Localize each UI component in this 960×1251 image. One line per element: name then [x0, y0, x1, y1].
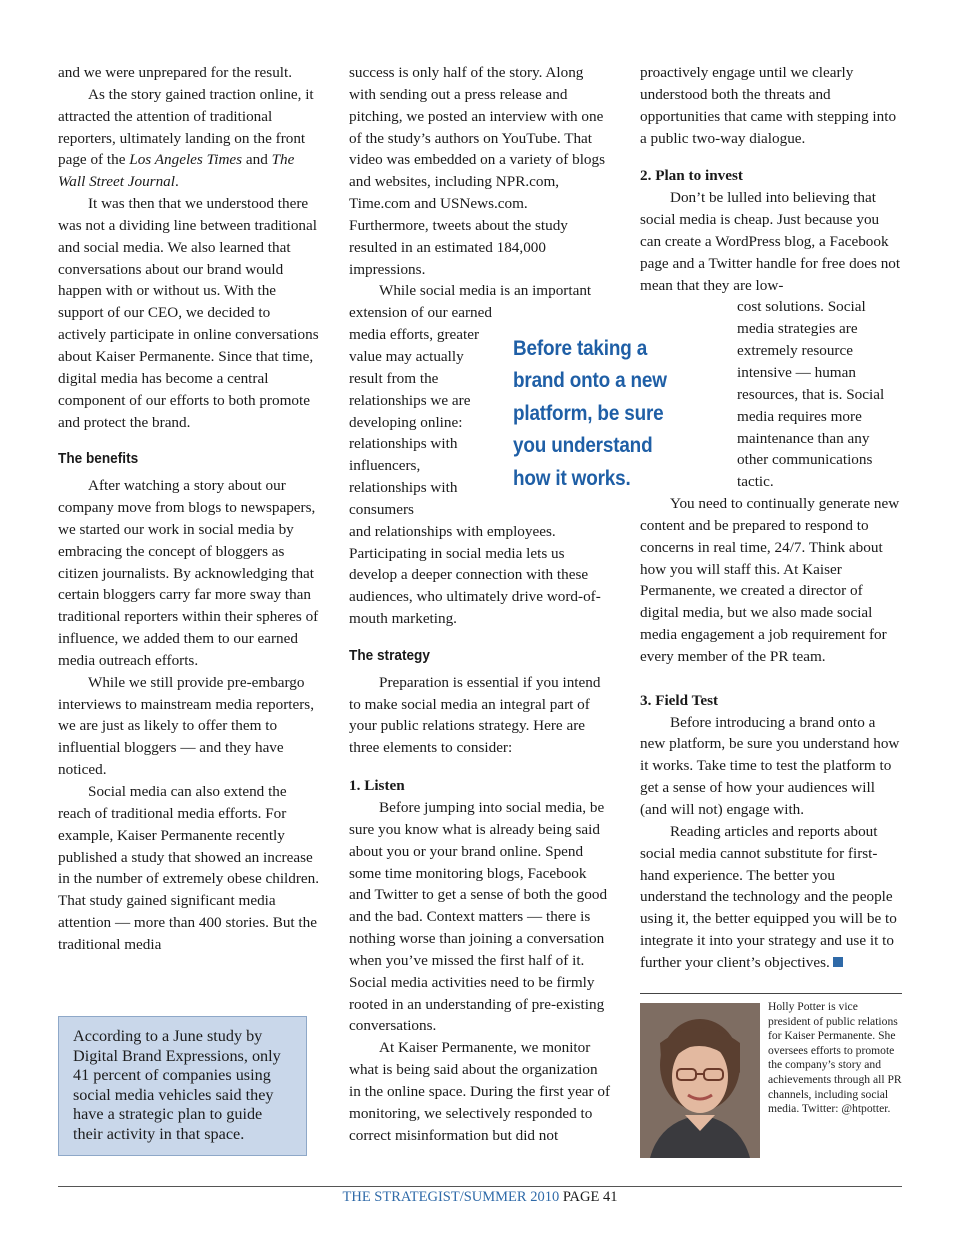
- subheading-field-test: 3. Field Test: [640, 691, 719, 709]
- paragraph-text: Reading articles and reports about social media cannot substitute for first-hand experience. The better you understand the technology and the people using it, the better equipped you will be to integrate it into your strategy and use it to further your client’s objectives.: [640, 822, 897, 971]
- paragraph: [58, 84, 320, 193]
- paragraph: Social media can also extend the reach of traditional media efforts. For example, Kaiser Permanente recently published a study that showed an increase in the number of extremely obese children. That study gained significant media attention — more than 400 stories. But the traditional media: [58, 783, 320, 953]
- paragraph-wrapped: extension of our earned media efforts, greater value may actually result from the relationships we are developing online: relationships with influencers, relationships with consumers: [349, 304, 492, 518]
- footer-divider: [58, 1186, 902, 1187]
- author-portrait-image: [640, 1003, 760, 1158]
- article-column-3: [640, 62, 902, 974]
- author-photo: [640, 1003, 760, 1158]
- paragraph: While we still provide pre-embargo interviews to mainstream media reporters, we are just as likely to offer them to influential bloggers — and they have noticed.: [58, 673, 314, 779]
- paragraph: You need to continually generate new content and be prepared to respond to concerns in real time, 24/7. Think about how you will staff this. At Kaiser Permanente, we created a director of digital media, but we also made social media engagement a job requirement for every member of the PR team.: [640, 495, 900, 665]
- paragraph: Before jumping into social media, be sure you know what is already being said about you or your brand online. Spend some time monitoring blogs, Facebook and Twitter to get a sense of both the good and the bad. Context matters — there is nothing worse than joining a conversation when you’ve missed the first half of it. Social media activities need to be firmly rooted in an understanding of pre-existing conversations.: [349, 799, 608, 1035]
- article-column-1: [58, 62, 320, 956]
- subheading-plan-to-invest: 2. Plan to invest: [640, 167, 743, 185]
- bio-divider: [640, 993, 902, 994]
- paragraph: Preparation is essential if you intend to make social media an integral part of your public relations strategy. Here are three elements to consider:: [349, 673, 601, 757]
- subheading-listen: 1. Listen: [349, 777, 405, 795]
- pull-quote-text: Before taking a brand onto a new platform, be sure you understand how it works.: [513, 336, 667, 490]
- paragraph-wrapped: cost solutions. Social media strategies are extremely resource intensive — human resources, that is. Social media requires more maintenance than any other communications tactic.: [737, 298, 885, 491]
- magazine-issue: THE STRATEGIST/SUMMER 2010: [342, 1189, 560, 1205]
- paragraph-text: and: [242, 151, 272, 169]
- paragraph: and relationships with employees. Participating in social media lets us develop a deeper connection with these audiences, who ultimately drive word-of-mouth marketing.: [349, 522, 601, 628]
- section-heading-strategy: The strategy: [349, 647, 430, 664]
- publication-name: Los Angeles Times: [129, 151, 243, 169]
- paragraph: success is only half of the story. Along with sending out a press release and pitching, we posted an interview with one of the study’s authors on YouTube. That video was embedded on a variety of blogs and websites, including NPR.com, Time.com and USNews.com. Furthermore, tweets about the study resulted in an estimated 184,000 impressions.: [349, 64, 606, 278]
- publication-name: The Wall Street Journal: [58, 151, 295, 191]
- paragraph-text: As the story gained traction online, it attracted the attention of traditional reporters, ultimately landing on the front page of the: [58, 85, 314, 169]
- paragraph: Don’t be lulled into believing that social media is cheap. Just because you can create a WordPress blog, a Facebook page and a Twitter handle for free does not mean that they are low-: [640, 189, 901, 294]
- sidebar-text: According to a June study by Digital Brand Expressions, only 41 percent of companies using social media vehicles said they have a strategic plan to guide their activity in that space.: [73, 1027, 281, 1143]
- paragraph: It was then that we understood there was not a dividing line between traditional and social media. We also learned that conversations about our brand would happen with or without us. With the support of our CEO, we decided to actively participate in online conversations about Kaiser Permanente. Since that time, digital media has become a central component of our efforts to both promote and protect the brand.: [58, 195, 319, 431]
- page-footer: [0, 1189, 960, 1206]
- paragraph: After watching a story about our company move from blogs to newspapers, we started our work in social media by embracing the concept of bloggers as citizen journalists. By acknowledging that certain bloggers carry far more sway than traditional reporters within their spheres of influence, we added them to our earned media outreach efforts.: [58, 477, 319, 669]
- author-bio-text: Holly Potter is vice president of public relations for Kaiser Permanente. She oversees efforts to promote the company’s story and achievements through all PR channels, including social media. Twitter: @htpotter.: [768, 1000, 902, 1116]
- paragraph: proactively engage until we clearly understood both the threats and opportunities that came with stepping into a public two-way dialogue.: [640, 64, 897, 147]
- paragraph-text: .: [175, 173, 179, 191]
- paragraph: and we were unprepared for the result.: [58, 64, 293, 81]
- section-heading-benefits: The benefits: [58, 451, 139, 468]
- author-bio: [768, 1000, 902, 1117]
- end-mark-square-icon: [833, 957, 843, 967]
- sidebar-callout: [58, 1016, 307, 1156]
- paragraph: At Kaiser Permanente, we monitor what is being said about the organization in the online space. During the first year of monitoring, we selectively responded to correct misinformation but did not: [349, 1039, 611, 1144]
- paragraph: Before introducing a brand onto a new platform, be sure you understand how it works. Take time to test the platform to get a sense of how your audiences will (and will not) engage with.: [640, 713, 900, 818]
- page-number: PAGE 41: [562, 1189, 618, 1205]
- article-column-2: [349, 62, 611, 1147]
- paragraph: While social media is an important: [379, 282, 592, 300]
- paragraph: [640, 821, 902, 974]
